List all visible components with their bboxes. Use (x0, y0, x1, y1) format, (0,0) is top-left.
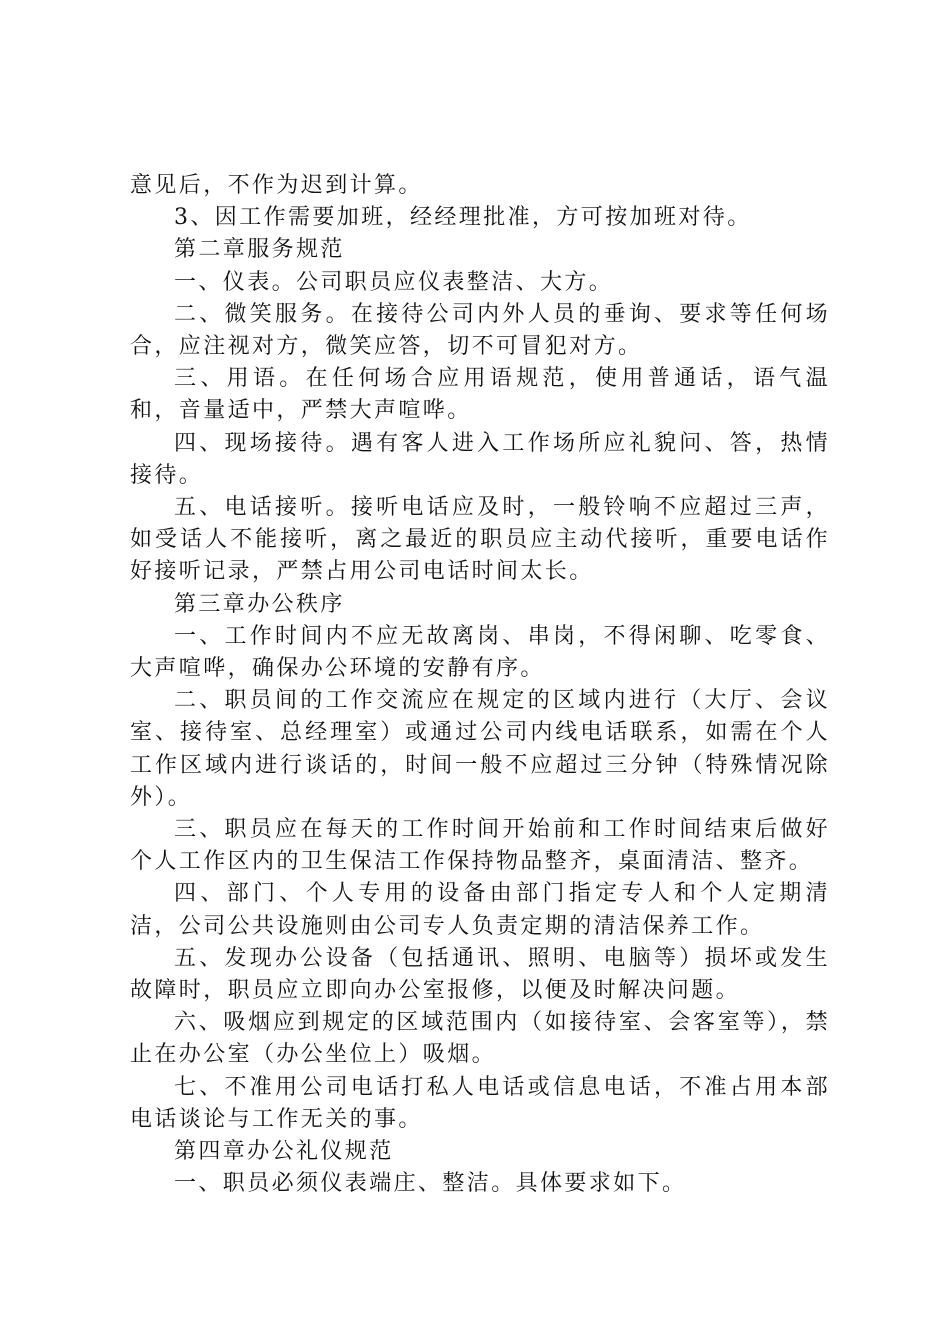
paragraph-order-3: 三、职员应在每天的工作时间开始前和工作时间结束后做好个人工作区内的卫生保洁工作保持物品整齐，桌面清洁、整齐。 (130, 817, 830, 875)
chapter-heading-2: 第二章服务规范 (174, 237, 345, 263)
paragraph-language: 三、用语。在任何场合应用语规范，使用普通话，语气温和，音量适中，严禁大声喧哗。 (130, 366, 830, 424)
paragraph-order-4: 四、部门、个人专用的设备由部门指定专人和个人定期清洁，公司公共设施则由公司专人负责定期的清洁保养工作。 (130, 881, 830, 939)
paragraph-order-5: 五、发现办公设备（包括通讯、照明、电脑等）损坏或发生故障时，职员应立即向办公室报修，以便及时解决问题。 (130, 945, 830, 1004)
document-body (130, 170, 830, 1201)
chapter-heading-3: 第三章办公秩序 (174, 591, 345, 617)
paragraph-order-6: 六、吸烟应到规定的区域范围内（如接待室、会客室等），禁止在办公室（办公坐位上）吸烟。 (130, 1010, 830, 1068)
paragraph-order-7: 七、不准用公司电话打私人电话或信息电话，不准占用本部电话谈论与工作无关的事。 (130, 1074, 830, 1132)
paragraph-appearance: 一、仪表。公司职员应仪表整洁、大方。 (174, 269, 614, 295)
paragraph-phone: 五、电话接听。接听电话应及时，一般铃响不应超过三声，如受话人不能接听，离之最近的职员应主动代接听，重要电话作好接听记录，严禁占用公司电话时间太长。 (130, 495, 830, 585)
chapter-heading-4: 第四章办公礼仪规范 (174, 1139, 394, 1165)
paragraph-order-1: 一、工作时间内不应无故离岗、串岗，不得闲聊、吃零食、大声喧哗，确保办公环境的安静有序。 (130, 623, 830, 682)
paragraph-overtime: 3、因工作需要加班，经经理批准，方可按加班对待。 (174, 205, 752, 231)
paragraph-continuation: 意见后，不作为迟到计算。 (130, 173, 423, 198)
paragraph-etiquette-1: 一、职员必须仪表端庄、整洁。具体要求如下。 (174, 1171, 687, 1197)
paragraph-reception: 四、现场接待。遇有客人进入工作场所应礼貌问、答，热情接待。 (130, 430, 830, 488)
paragraph-smile-service: 二、微笑服务。在接待公司内外人员的垂询、要求等任何场合，应注视对方，微笑应答，切不可冒犯对方。 (130, 301, 830, 360)
paragraph-order-2: 二、职员间的工作交流应在规定的区域内进行（大厅、会议室、接待室、总经理室）或通过公司内线电话联系，如需在个人工作区域内进行谈话的，时间一般不应超过三分钟（特殊情况除外）。 (130, 688, 830, 810)
